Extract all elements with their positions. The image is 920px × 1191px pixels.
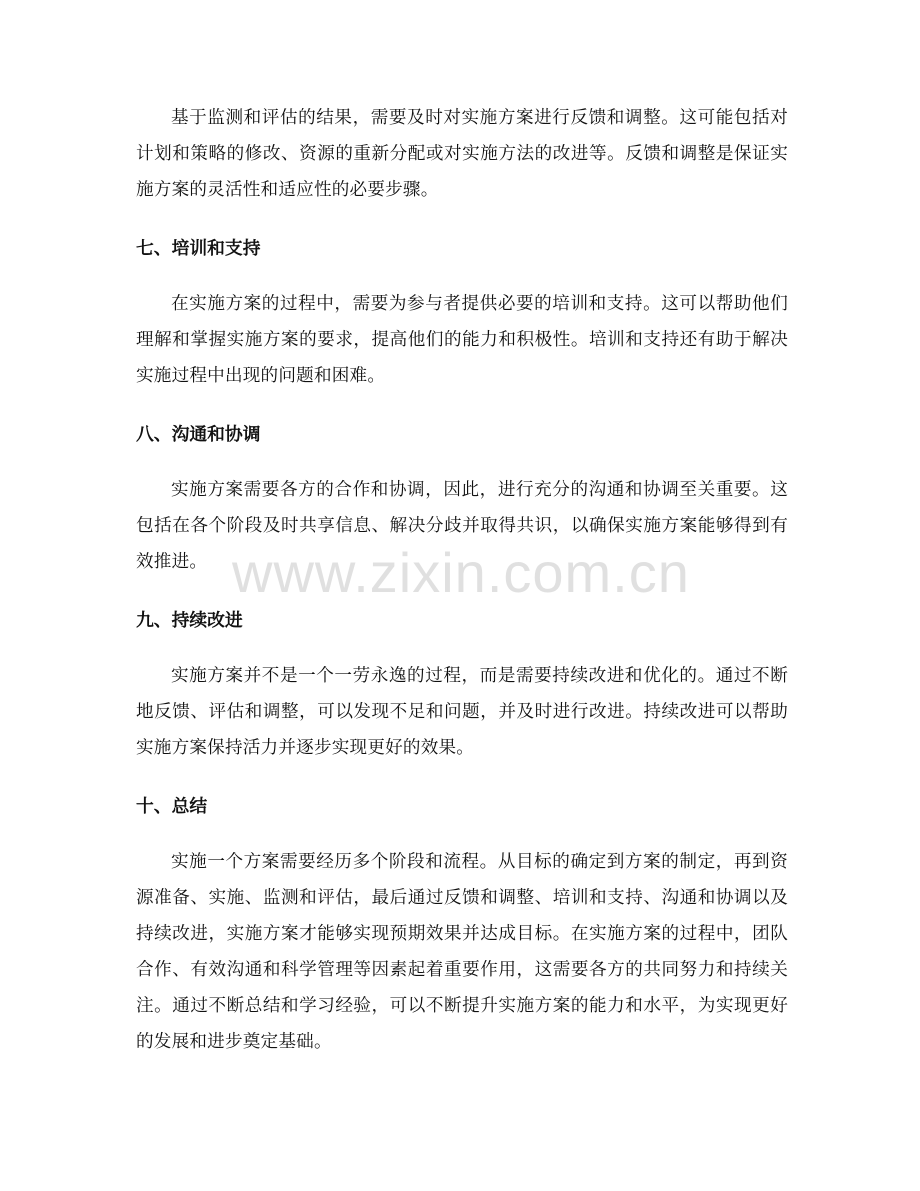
section-body-improvement: 实施方案并不是一个一劳永逸的过程，而是需要持续改进和优化的。通过不断地反馈、评估和调整，可以发现不足和问题，并及时进行改进。持续改进可以帮助实施方案保持活力并逐步实现更好的效果。 bbox=[136, 666, 788, 758]
intro-paragraph: 基于监测和评估的结果，需要及时对实施方案进行反馈和调整。这可能包括对计划和策略的修改、资源的重新分配或对实施方法的改进等。反馈和调整是保证实施方案的灵活性和适应性的必要步骤。 bbox=[136, 108, 788, 200]
document-body bbox=[136, 100, 788, 1060]
section-body-communication: 实施方案需要各方的合作和协调，因此，进行充分的沟通和协调至关重要。这包括在各个阶段及时共享信息、解决分歧并取得共识，以确保实施方案能够得到有效推进。 bbox=[136, 480, 788, 572]
section-heading-training: 七、培训和支持 bbox=[136, 238, 261, 259]
section-body-summary: 实施一个方案需要经历多个阶段和流程。从目标的确定到方案的制定，再到资源准备、实施、监测和评估，最后通过反馈和调整、培训和支持、沟通和协调以及持续改进，实施方案才能够实现预期效果并达成目标。在实施方案的过程中，团队合作、有效沟通和科学管理等因素起着重要作用，这需要各方的共同努力和持续关注。通过不断总结和学习经验，可以不断提升实施方案的能力和水平，为实现更好的发展和进步奠定基础。 bbox=[136, 852, 788, 1052]
section-heading-communication: 八、沟通和协调 bbox=[136, 424, 261, 445]
section-heading-improvement: 九、持续改进 bbox=[136, 610, 243, 631]
section-heading-summary: 十、总结 bbox=[136, 796, 208, 817]
section-body-training: 在实施方案的过程中，需要为参与者提供必要的培训和支持。这可以帮助他们理解和掌握实施方案的要求，提高他们的能力和积极性。培训和支持还有助于解决实施过程中出现的问题和困难。 bbox=[136, 294, 788, 386]
watermark-text: www.zixin.com.cn bbox=[232, 541, 690, 604]
